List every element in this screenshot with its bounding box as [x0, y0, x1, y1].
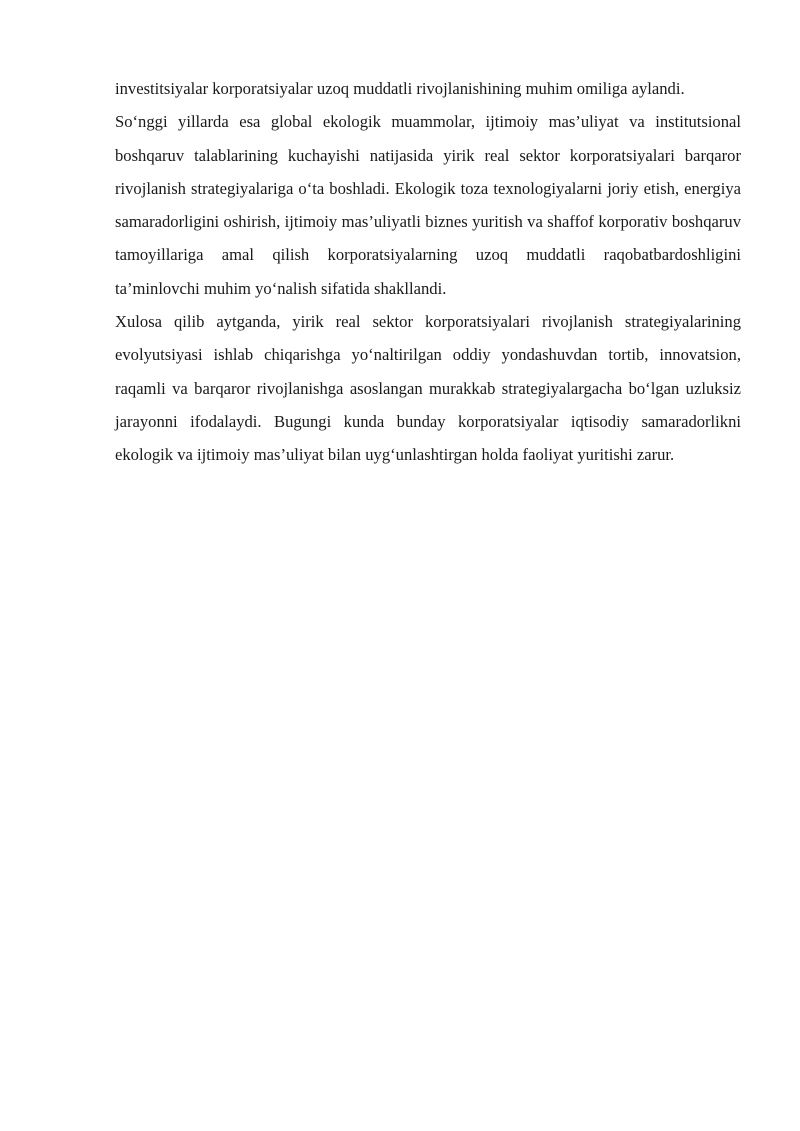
paragraph-sustainability: So‘nggi yillarda esa global ekologik muammolar, ijtimoiy mas’uliyat va institutsional boshqaruv talablarining kuchayishi natijasida yirik real sektor korporatsiyalari barqaror rivojlanish strategiyalariga o‘ta boshladi. Ekologik toza texnologiyalarni joriy etish, energiya samaradorligini oshirish, ijtimoiy mas’uliyatli biznes yuritish va shaffof korporativ boshqaruv tamoyillariga amal qilish korporatsiyalarning uzoq muddatli raqobatbardoshligini ta’minlovchi muhim yo‘nalish sifatida shakllandi. — [115, 112, 741, 298]
paragraph-continuation: investitsiyalar korporatsiyalar uzoq muddatli rivojlanishining muhim omiliga aylandi. — [115, 79, 685, 98]
paragraph-conclusion: Xulosa qilib aytganda, yirik real sektor korporatsiyalari rivojlanish strategiyalarining evolyutsiyasi ishlab chiqarishga yo‘naltirilgan oddiy yondashuvdan tortib, innovatsion, raqamli va barqaror rivojlanishga asoslangan murakkab strategiyalargacha bo‘lgan uzluksiz jarayonni ifodalaydi. Bugungi kunda bunday korporatsiyalar iqtisodiy samaradorlikni ekologik va ijtimoiy mas’uliyat bilan uyg‘unlashtirgan holda faoliyat yuritishi zarur. — [115, 312, 741, 465]
body-text — [115, 72, 741, 472]
